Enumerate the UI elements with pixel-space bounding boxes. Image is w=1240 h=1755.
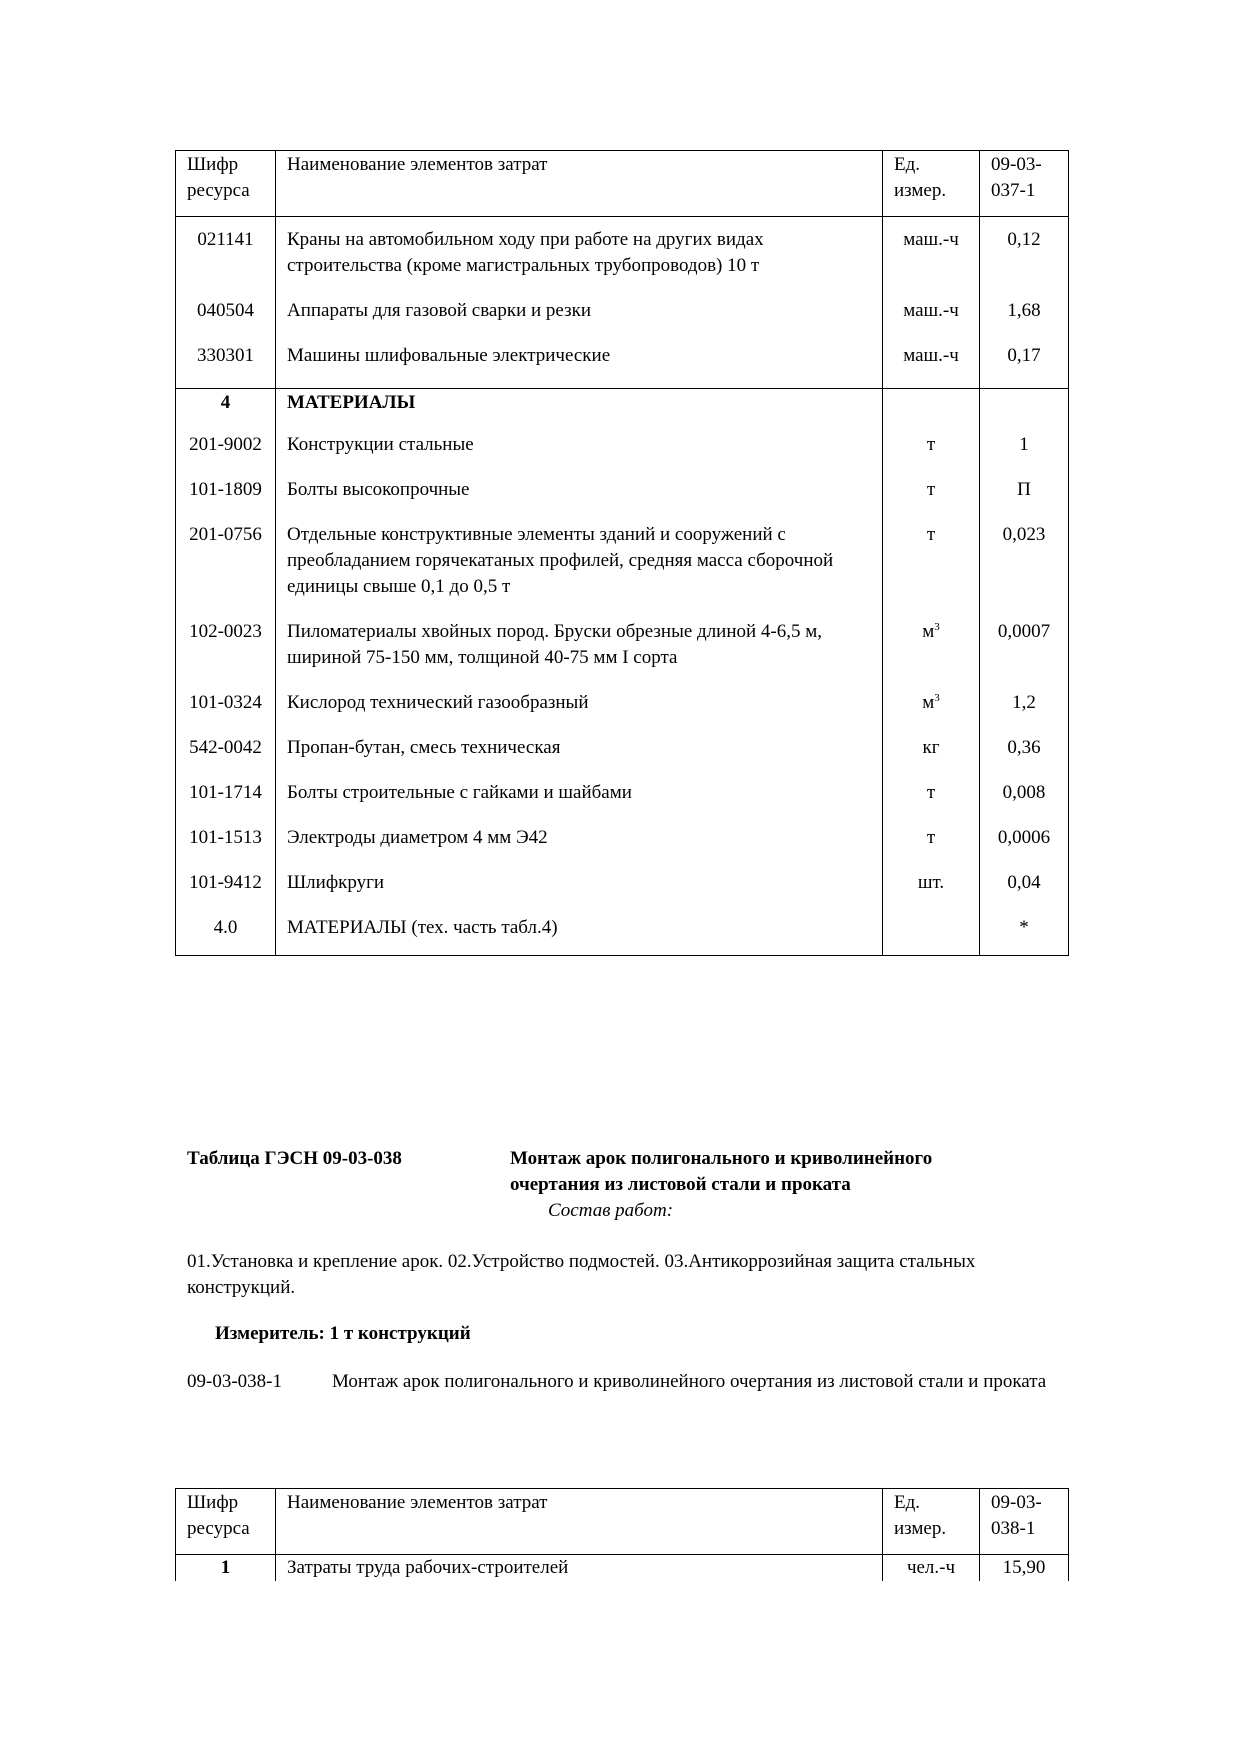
row-code: 4.0 — [176, 915, 276, 956]
row-unit: маш.-ч — [883, 298, 980, 343]
table-row — [176, 690, 1069, 735]
row-unit: т — [883, 432, 980, 477]
row-value: * — [980, 915, 1069, 956]
row-code: 542-0042 — [176, 735, 276, 780]
unit-superscript: 3 — [934, 621, 940, 633]
row-code: 102-0023 — [176, 619, 276, 690]
section-unit — [883, 389, 980, 433]
row-unit — [883, 915, 980, 956]
table-row — [176, 780, 1069, 825]
works-description: 01.Установка и крепление арок. 02.Устройство подмостей. 03.Антикоррозийная защита стальных конструкций. — [187, 1251, 976, 1298]
table-row — [176, 870, 1069, 915]
row-name: Краны на автомобильном ходу при работе на других видах строительства (кроме магистральных трубопроводов) 10 т — [276, 217, 883, 299]
row-value: 0,008 — [980, 780, 1069, 825]
composition-label: Состав работ: — [548, 1200, 674, 1221]
row-unit: т — [883, 522, 980, 619]
row-unit: шт. — [883, 870, 980, 915]
table-row — [176, 217, 1069, 299]
row-name: Аппараты для газовой сварки и резки — [276, 298, 883, 343]
row-value: 0,36 — [980, 735, 1069, 780]
header-value: 09-03-038-1 — [980, 1489, 1069, 1555]
row-unit: маш.-ч — [883, 343, 980, 389]
row-name: Шлифкруги — [276, 870, 883, 915]
section-row-materials — [176, 389, 1069, 433]
item-name: Монтаж арок полигонального и криволинейного очертания из листовой стали и проката — [332, 1371, 1047, 1392]
table-row — [176, 915, 1069, 956]
row-value: 1 — [980, 432, 1069, 477]
row-code: 040504 — [176, 298, 276, 343]
section-code: 4 — [176, 389, 276, 433]
row-name: Пиломатериалы хвойных пород. Бруски обрезные длиной 4-6,5 м, шириной 75-150 мм, толщиной 40-75 мм I сорта — [276, 619, 883, 690]
table-row — [176, 1555, 1069, 1582]
header-unit: Ед. измер. — [883, 1489, 980, 1555]
row-name: Отдельные конструктивные элементы зданий и сооружений с преобладанием горячекатаных профилей, средняя масса сборочной единицы свыше 0,1 до 0,5 т — [276, 522, 883, 619]
header-value: 09-03-037-1 — [980, 151, 1069, 217]
table-row — [176, 522, 1069, 619]
row-code: 021141 — [176, 217, 276, 299]
row-code: 201-9002 — [176, 432, 276, 477]
row-code: 101-1809 — [176, 477, 276, 522]
row-code: 201-0756 — [176, 522, 276, 619]
row-name: Машины шлифовальные электрические — [276, 343, 883, 389]
row-unit: т — [883, 780, 980, 825]
row-name: Электроды диаметром 4 мм Э42 — [276, 825, 883, 870]
row-unit — [883, 690, 980, 735]
table-row — [176, 343, 1069, 389]
resource-table-038 — [175, 1488, 1069, 1581]
table-label: Таблица ГЭСН 09-03-038 — [187, 1148, 402, 1169]
table-row — [176, 298, 1069, 343]
header-code: Шифр ресурса — [176, 1489, 276, 1555]
row-code: 1 — [176, 1555, 276, 1582]
table-header-row — [176, 1489, 1069, 1555]
unit-superscript: 3 — [934, 692, 940, 704]
row-code: 101-1513 — [176, 825, 276, 870]
row-code: 101-1714 — [176, 780, 276, 825]
unit-text: м — [922, 692, 935, 713]
meter-label: Измеритель: 1 т конструкций — [215, 1323, 471, 1344]
table-row — [176, 477, 1069, 522]
unit-text: м — [922, 621, 935, 642]
row-code: 101-9412 — [176, 870, 276, 915]
row-name: Конструкции стальные — [276, 432, 883, 477]
row-value: 0,0006 — [980, 825, 1069, 870]
table-header-row — [176, 151, 1069, 217]
table-row — [176, 432, 1069, 477]
row-name: Болты высокопрочные — [276, 477, 883, 522]
row-unit: т — [883, 825, 980, 870]
row-name: Затраты труда рабочих-строителей — [276, 1555, 883, 1582]
row-unit: маш.-ч — [883, 217, 980, 299]
section-name: МАТЕРИАЛЫ — [276, 389, 883, 433]
section-title: Монтаж арок полигонального и криволинейного очертания из листовой стали и проката — [510, 1148, 933, 1195]
row-value: 0,12 — [980, 217, 1069, 299]
row-code: 330301 — [176, 343, 276, 389]
row-unit: чел.-ч — [883, 1555, 980, 1582]
row-name: Кислород технический газообразный — [276, 690, 883, 735]
section-value — [980, 389, 1069, 433]
header-unit: Ед. измер. — [883, 151, 980, 217]
row-name: Пропан-бутан, смесь техническая — [276, 735, 883, 780]
row-unit: кг — [883, 735, 980, 780]
row-name: МАТЕРИАЛЫ (тех. часть табл.4) — [276, 915, 883, 956]
row-value: 15,90 — [980, 1555, 1069, 1582]
header-name: Наименование элементов затрат — [276, 151, 883, 217]
header-name: Наименование элементов затрат — [276, 1489, 883, 1555]
row-value: 0,17 — [980, 343, 1069, 389]
row-value: 0,0007 — [980, 619, 1069, 690]
resource-table-037 — [175, 150, 1069, 956]
row-value: 1,68 — [980, 298, 1069, 343]
row-unit — [883, 619, 980, 690]
row-unit: т — [883, 477, 980, 522]
header-code: Шифр ресурса — [176, 151, 276, 217]
table-row — [176, 825, 1069, 870]
row-code: 101-0324 — [176, 690, 276, 735]
row-value: 0,04 — [980, 870, 1069, 915]
row-value: 1,2 — [980, 690, 1069, 735]
row-value: 0,023 — [980, 522, 1069, 619]
item-code: 09-03-038-1 — [187, 1371, 282, 1392]
row-name: Болты строительные с гайками и шайбами — [276, 780, 883, 825]
table-row — [176, 619, 1069, 690]
row-value: П — [980, 477, 1069, 522]
table-row — [176, 735, 1069, 780]
